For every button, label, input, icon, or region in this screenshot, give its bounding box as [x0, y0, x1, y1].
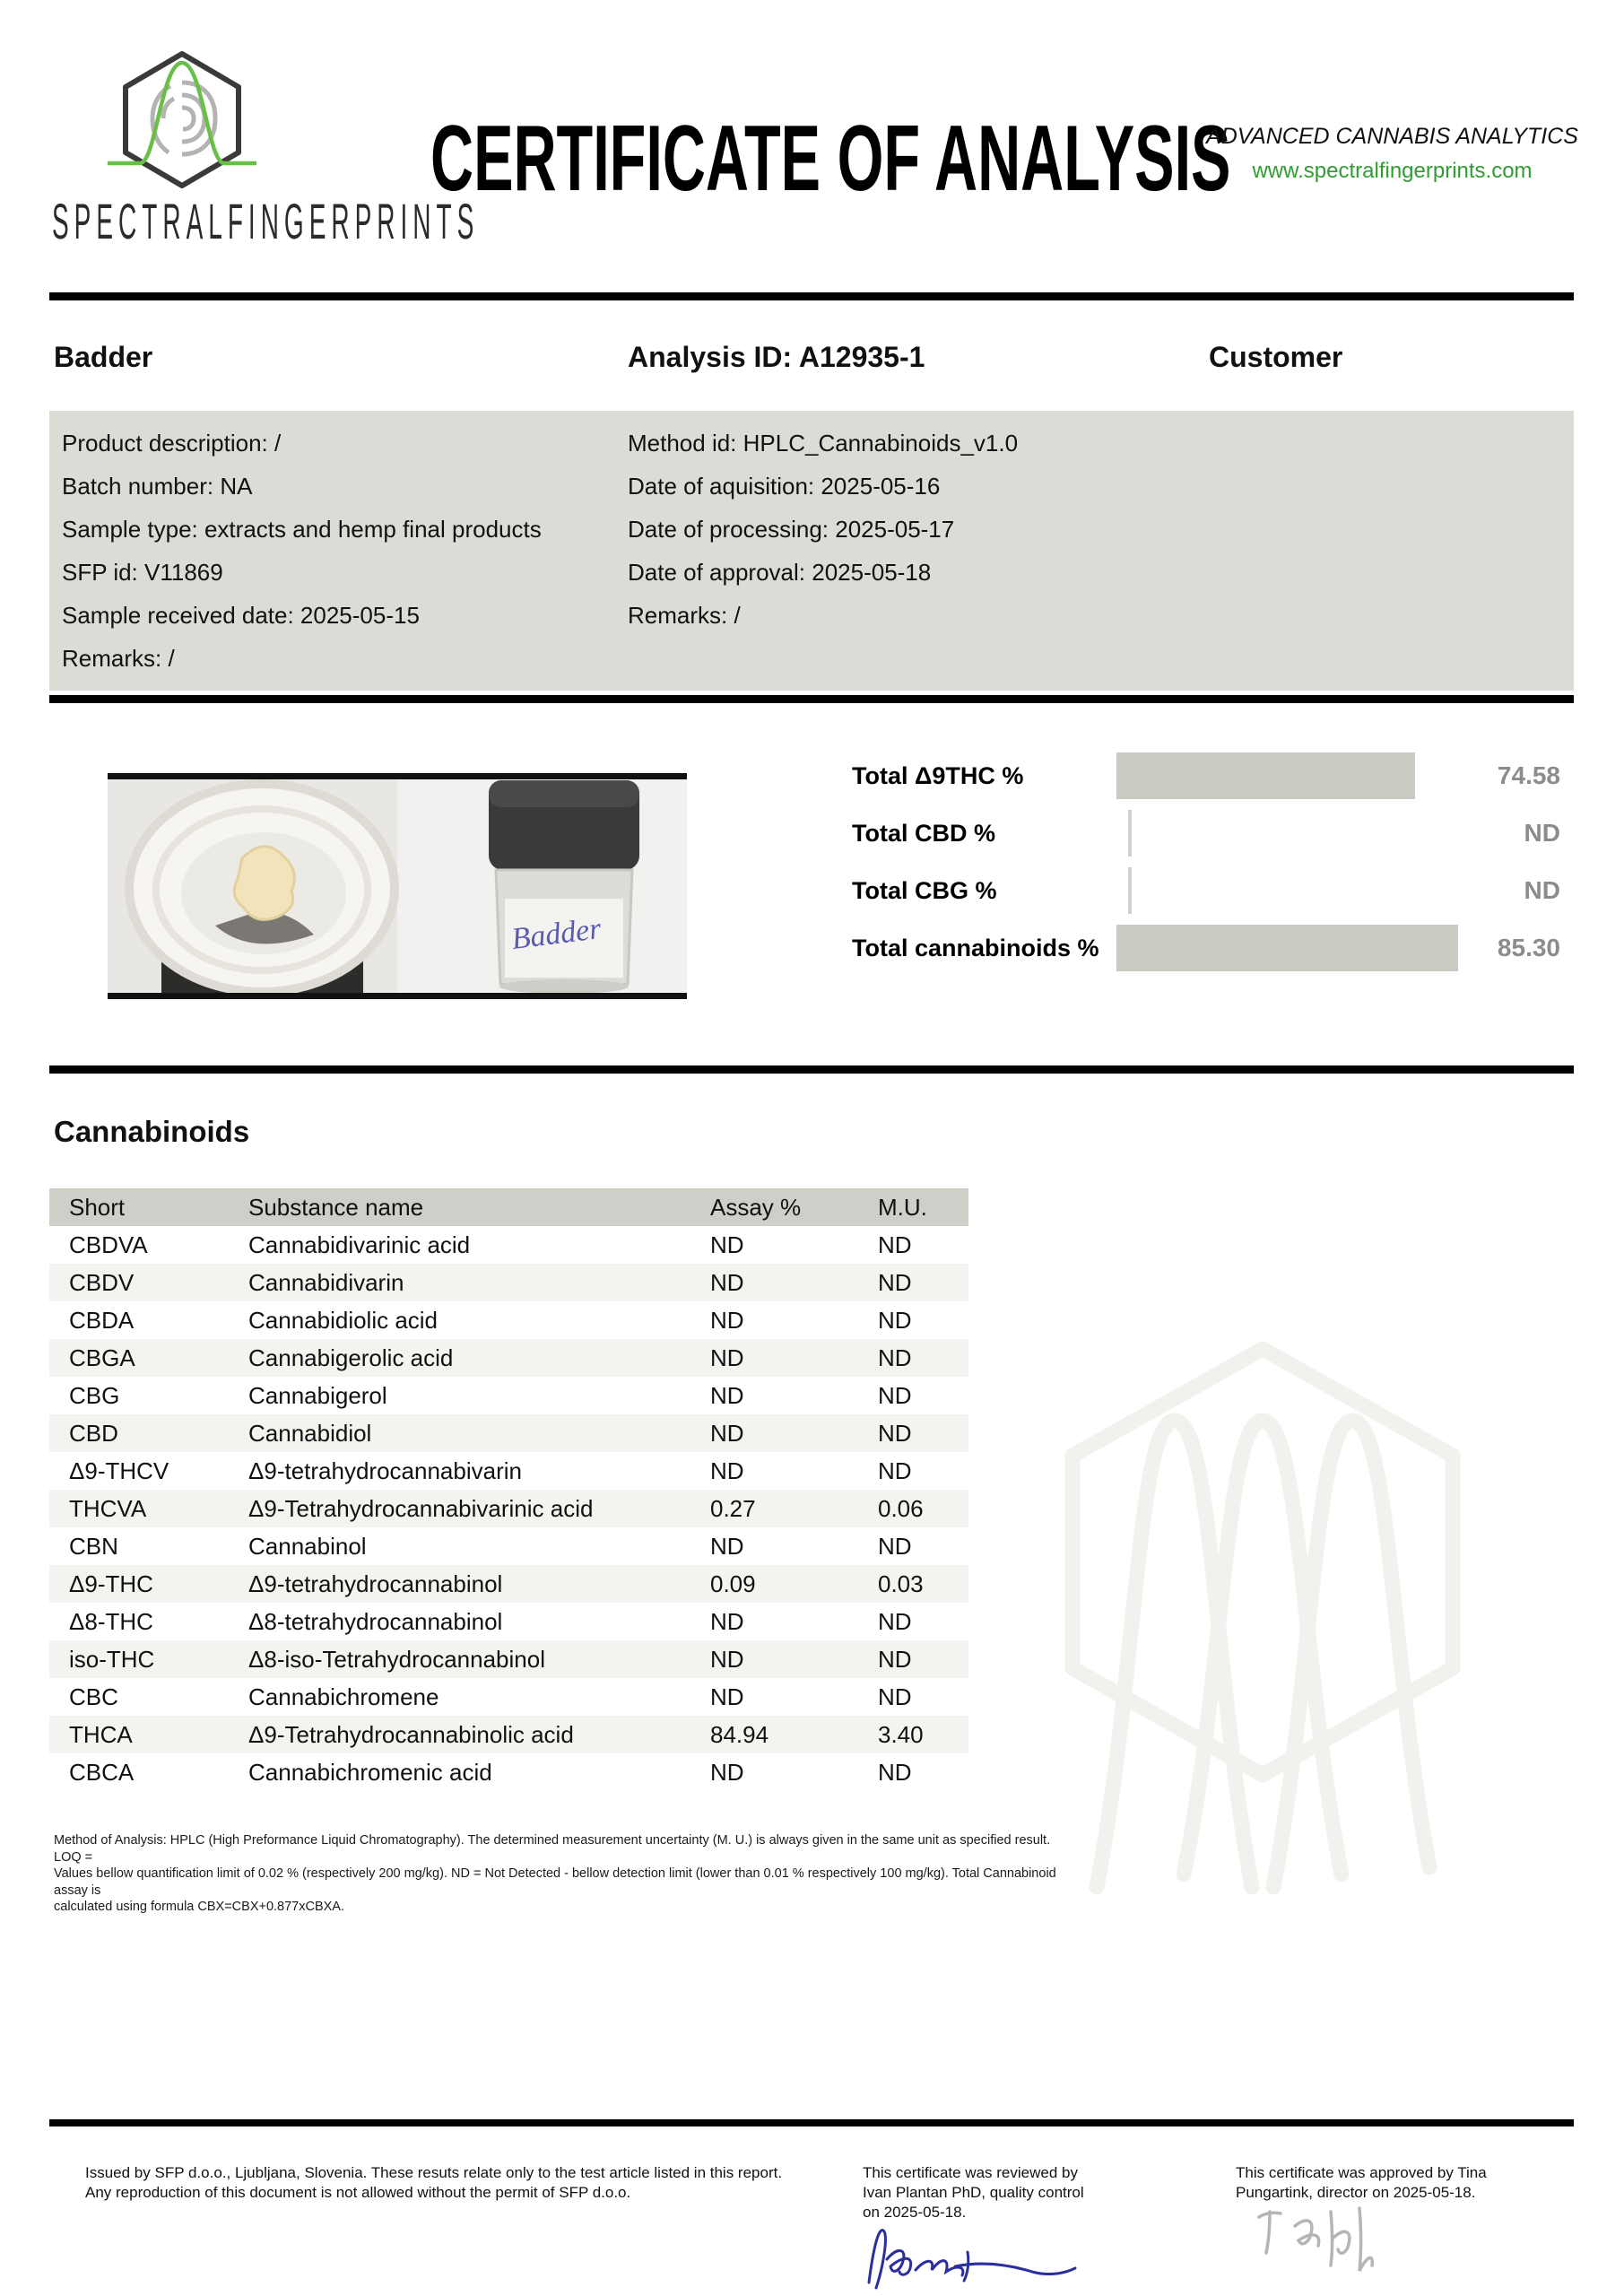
table-cell: 3.40 [878, 1721, 924, 1748]
sample-info-line: Date of approval: 2025-05-18 [628, 559, 932, 586]
sample-info-line: Sample type: extracts and hemp final products [62, 516, 542, 543]
table-cell: Δ9-THC [69, 1570, 153, 1597]
method-of-analysis-note [54, 1832, 1058, 1916]
sample-info-line: SFP id: V11869 [62, 559, 223, 586]
table-row [49, 1339, 968, 1377]
customer-label: Customer [1209, 341, 1343, 373]
sample-info-right-column [628, 422, 1255, 637]
badder-extract-blob [234, 847, 294, 920]
table-cell: 84.94 [710, 1721, 769, 1748]
table-cell: Δ9-tetrahydrocannabivarin [248, 1457, 522, 1484]
total-value: ND [1524, 819, 1560, 847]
sample-info-line: Date of aquisition: 2025-05-16 [628, 473, 941, 500]
table-cell: Cannabichromenic acid [248, 1759, 492, 1786]
sample-info-line: Date of processing: 2025-05-17 [628, 516, 955, 543]
total-row [852, 810, 1569, 857]
website-link[interactable]: www.spectralfingerprints.com [1252, 159, 1533, 183]
table-cell: CBC [69, 1683, 118, 1710]
total-label: Total CBD % [852, 820, 995, 847]
table-row [49, 1640, 968, 1678]
footer-approved-text: This certificate was approved by Tina Pungartink, director on 2025-05-18. [1236, 2164, 1487, 2201]
total-bar-fill [1128, 810, 1132, 857]
table-cell: Δ9-Tetrahydrocannabivarinic acid [248, 1495, 594, 1522]
cannabinoids-section-title: Cannabinoids [54, 1115, 250, 1148]
brand-wordmark: SPECTRALFINGERPRINTS [52, 193, 480, 249]
cannabinoids-table [49, 1188, 968, 1791]
header-right [1193, 124, 1592, 184]
total-label: Total cannabinoids % [852, 935, 1099, 961]
table-cell: Cannabidivarin [248, 1269, 404, 1296]
table-cell: Δ9-THCV [69, 1457, 169, 1484]
sample-info-line: Product description: / [62, 430, 282, 457]
table-cell: THCA [69, 1721, 133, 1748]
table-row [49, 1678, 968, 1716]
column-header: Assay % [710, 1194, 802, 1221]
table-cell: ND [878, 1269, 912, 1296]
spectral-fingerprints-logo-icon [106, 47, 258, 195]
jar-handwritten-label: Badder [509, 912, 604, 956]
total-value: ND [1524, 876, 1560, 904]
table-cell: 0.06 [878, 1495, 924, 1522]
table-cell: ND [710, 1533, 744, 1560]
product-photo [108, 773, 687, 999]
table-cell: ND [710, 1344, 744, 1371]
table-cell: Δ8-tetrahydrocannabinol [248, 1608, 503, 1635]
reviewer-signature [856, 2220, 1090, 2296]
table-row [49, 1377, 968, 1414]
approver-signature [1246, 2199, 1417, 2284]
section-divider [49, 1065, 1574, 1074]
total-bar-fill [1116, 925, 1458, 971]
table-cell: Cannabidiolic acid [248, 1307, 439, 1334]
table-cell: CBN [69, 1533, 118, 1560]
table-cell: Δ9-Tetrahydrocannabinolic acid [248, 1721, 574, 1748]
method-note-line: Values bellow quantification limit of 0.02 % (respectively 200 mg/kg). ND = Not Detected - bellow detection limit (lower than 0.01 % respectively 100 mg/kg). Total Cannabinoid assay is [54, 1866, 1056, 1898]
table-cell: Cannabigerol [248, 1382, 387, 1409]
footer-issued-line: Any reproduction of this document is not allowed without the permit of SFP d.o.o. [85, 2184, 631, 2201]
total-bar-fill [1116, 752, 1415, 799]
total-label: Total CBG % [852, 877, 997, 904]
brand-tagline: ADVANCED CANNABIS ANALYTICS [1206, 124, 1578, 149]
sample-info-line: Sample received date: 2025-05-15 [62, 602, 420, 629]
sample-name: Badder [54, 341, 153, 373]
table-cell: Cannabidiol [248, 1420, 372, 1447]
table-row [49, 1226, 968, 1264]
table-cell: ND [710, 1269, 744, 1296]
sample-info-line: Batch number: NA [62, 473, 253, 500]
table-cell: CBDV [69, 1269, 135, 1296]
table-cell: Δ9-tetrahydrocannabinol [248, 1570, 503, 1597]
table-row [49, 1452, 968, 1490]
table-row [49, 1565, 968, 1603]
total-bar-track [1116, 925, 1498, 971]
sample-info-line: Remarks: / [628, 602, 741, 629]
table-cell: Cannabinol [248, 1533, 367, 1560]
sample-info-box [49, 411, 1574, 691]
gaussian-peak-icon [108, 63, 256, 163]
totals-summary [852, 752, 1569, 982]
closed-jar-photo-right [489, 780, 639, 994]
footer-reviewed-text: This certificate was reviewed by Ivan Plantan PhD, quality control on 2025-05-18. [863, 2164, 1084, 2221]
table-cell: ND [878, 1683, 912, 1710]
table-cell: iso-THC [69, 1646, 155, 1673]
table-cell: ND [878, 1759, 912, 1786]
table-cell: CBDVA [69, 1231, 148, 1258]
table-cell: ND [878, 1533, 912, 1560]
table-cell: 0.09 [710, 1570, 756, 1597]
table-cell: ND [710, 1457, 744, 1484]
table-cell: CBCA [69, 1759, 135, 1786]
page-title: CERTIFICATE OF ANALYSIS [430, 107, 1231, 211]
analysis-id: Analysis ID: A12935-1 [628, 341, 925, 373]
table-cell: ND [878, 1307, 912, 1334]
sample-info-left-column [62, 422, 600, 680]
column-header: M.U. [878, 1194, 927, 1221]
column-header: Short [69, 1194, 126, 1221]
table-cell: ND [878, 1646, 912, 1673]
footer-issued-line: Issued by SFP d.o.o., Ljubljana, Slovenia. These resuts relate only to the test article listed in this report. [85, 2164, 783, 2181]
total-row [852, 925, 1569, 971]
table-cell: ND [878, 1382, 912, 1409]
table-cell: Δ8-iso-Tetrahydrocannabinol [248, 1646, 545, 1673]
table-row [49, 1264, 968, 1301]
table-cell: Δ8-THC [69, 1608, 153, 1635]
info-divider [49, 695, 1574, 703]
total-label: Total Δ9THC % [852, 762, 1024, 789]
total-value: 85.30 [1497, 934, 1560, 961]
table-cell: 0.27 [710, 1495, 756, 1522]
table-cell: ND [878, 1231, 912, 1258]
total-bar-track [1128, 867, 1524, 914]
table-cell: Cannabigerolic acid [248, 1344, 454, 1371]
open-jar-photo-left [129, 784, 395, 999]
table-row [49, 1490, 968, 1527]
table-row [49, 1753, 968, 1791]
table-row [49, 1603, 968, 1640]
table-row [49, 1301, 968, 1339]
table-cell: THCVA [69, 1495, 147, 1522]
total-bar-track [1128, 810, 1524, 857]
table-cell: ND [710, 1683, 744, 1710]
table-cell: CBGA [69, 1344, 135, 1371]
table-cell: ND [710, 1382, 744, 1409]
header-divider [49, 292, 1574, 300]
table-cell: CBDA [69, 1307, 135, 1334]
table-cell: ND [710, 1231, 744, 1258]
column-header: Substance name [248, 1194, 424, 1221]
footer-issued-text [85, 2163, 829, 2203]
table-row [49, 1414, 968, 1452]
table-cell: ND [710, 1646, 744, 1673]
total-row [852, 752, 1569, 799]
table-cell: Cannabidivarinic acid [248, 1231, 471, 1258]
table-cell: ND [710, 1307, 744, 1334]
table-cell: ND [710, 1608, 744, 1635]
table-cell: Cannabichromene [248, 1683, 439, 1710]
total-value: 74.58 [1497, 761, 1560, 789]
table-cell: 0.03 [878, 1570, 924, 1597]
table-row [49, 1527, 968, 1565]
table-cell: ND [878, 1608, 912, 1635]
method-note-line: calculated using formula CBX=CBX+0.877xCBXA. [54, 1900, 345, 1914]
table-header-row [49, 1188, 968, 1226]
total-bar-fill [1128, 867, 1132, 914]
sample-info-line: Remarks: / [62, 645, 175, 672]
table-cell: ND [710, 1420, 744, 1447]
table-cell: ND [878, 1420, 912, 1447]
table-cell: ND [878, 1344, 912, 1371]
table-cell: ND [878, 1457, 912, 1484]
table-row [49, 1716, 968, 1753]
table-cell: CBG [69, 1382, 120, 1409]
table-cell: ND [710, 1759, 744, 1786]
footer-divider [49, 2119, 1574, 2126]
table-cell: CBD [69, 1420, 118, 1447]
sample-info-line: Method id: HPLC_Cannabinoids_v1.0 [628, 430, 1019, 457]
total-row [852, 867, 1569, 914]
watermark-logo-icon [1012, 1293, 1514, 1903]
method-note-line: Method of Analysis: HPLC (High Preformance Liquid Chromatography). The determined measurement uncertainty (M. U.) is always given in the same unit as specified result. LOQ = [54, 1833, 1051, 1865]
total-bar-track [1116, 752, 1498, 799]
